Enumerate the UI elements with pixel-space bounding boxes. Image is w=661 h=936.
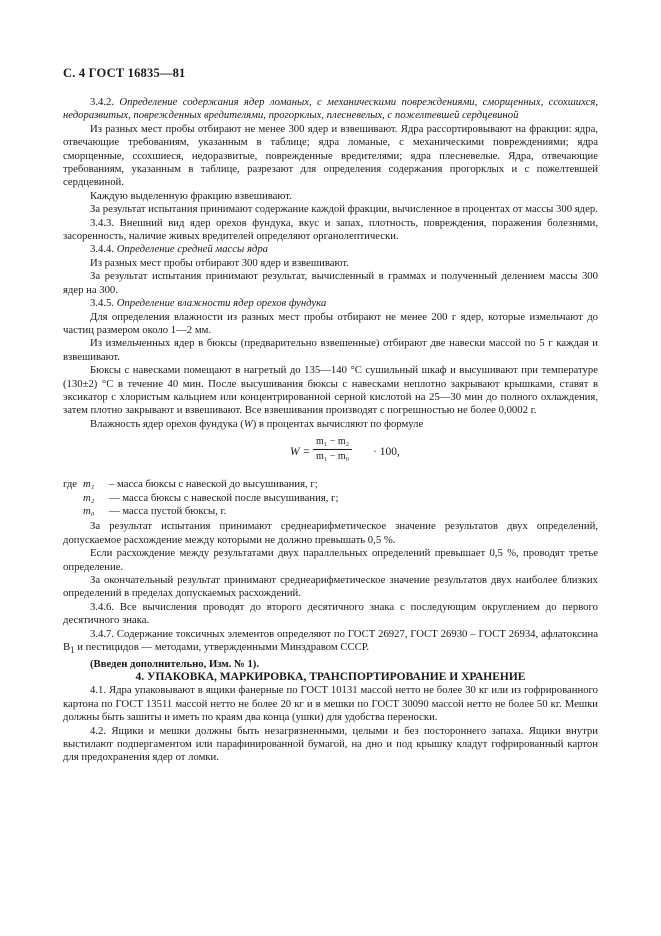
definition-row xyxy=(63,505,598,518)
paragraph xyxy=(63,418,598,431)
paragraph: Если расхождение между результатами двух параллельных определений превышает 0,5 %, проводят третье определение. xyxy=(63,547,598,573)
formula-numerator: m₁ − m₂ xyxy=(313,436,352,450)
formula-w: W xyxy=(290,446,300,459)
subscript: 1 xyxy=(70,645,75,656)
paragraph-3-4-2 xyxy=(63,96,598,123)
amendment-note: (Введен дополнительно, Изм. № 1). xyxy=(90,657,260,670)
text-span: 3.4.7. Содержание токсичных элементов определяют по ГОСТ 26927, ГОСТ 26930 – ГОСТ 26934, афлатоксина В xyxy=(63,627,598,654)
paragraph: За окончательный результат принимают среднеарифметическое значение результатов двух наиболее близких определений в пределах допускаемых расхождений. xyxy=(63,574,598,600)
formula-tail: · 100, xyxy=(373,446,400,459)
paragraph: За результат испытания принимают содержание каждой фракции, вычисленное в процентах от массы 300 ядер. xyxy=(90,203,598,216)
formula-definitions xyxy=(63,478,598,518)
paragraph-4-1: 4.1. Ядра упаковывают в ящики фанерные по ГОСТ 10131 массой нетто не более 30 кг или из гофрированного картона по ГОСТ 13511 массой нетто не более 20 кг и в мешки по ГОСТ 30090 массой нетто не более 50 кг. Мешки должны быть зашиты и иметь по краям два конца (ушки) для удобства переноски. xyxy=(63,684,598,724)
text-span: ) в процентах вычисляют по формуле xyxy=(252,417,424,430)
clause-number: 3.4.5. xyxy=(90,297,117,310)
section-heading: 4. УПАКОВКА, МАРКИРОВКА, ТРАНСПОРТИРОВАНИЕ И ХРАНЕНИЕ xyxy=(135,670,526,683)
paragraph: Для определения влажности из разных мест пробы отбирают не менее 200 г ядер, которые измельчают до частиц размером около 1—2 мм. xyxy=(63,310,598,336)
definition-symbol: m₁ xyxy=(83,478,95,491)
paragraph-4-2: 4.2. Ящики и мешки должны быть незагрязненными, целыми и без постороннего запаха. Ящики внутри выстилают подпергаментом или парафинированной бумагой, на дно и под крышку кладут гофрированный картон для предохранения ядер от ломки. xyxy=(63,724,598,764)
paragraph-3-4-5 xyxy=(63,297,598,310)
definition-text: — масса пустой бюксы, г. xyxy=(109,504,227,517)
text-span: и пестицидов — методами, утвержденными Минздравом СССР. xyxy=(74,641,370,654)
formula-fraction xyxy=(313,436,352,463)
paragraph-3-4-7 xyxy=(63,628,598,658)
clause-number: 3.4.2. xyxy=(90,96,120,108)
definition-text: — масса бюксы с навеской после высушивания, г; xyxy=(109,491,339,504)
moisture-formula xyxy=(63,436,598,474)
clause-title: Определение содержания ядер ломаных, с механическими повреждениями, сморщенных, ссохшихся, недоразвитых, поврежденных вредителями, прогорклых, плесневелых, с пожелтевшей сердцевиной xyxy=(63,96,598,122)
formula-equals: = xyxy=(299,446,311,459)
formula-denominator: m₁ − m₀ xyxy=(316,451,350,463)
definition-row xyxy=(63,478,598,491)
clause-title: Определение средней массы ядра xyxy=(116,243,269,256)
document-body xyxy=(63,96,598,765)
clause-title: Определение влажности ядер орехов фундука xyxy=(116,297,327,310)
formula-lhs xyxy=(290,446,310,459)
variable-w: W xyxy=(243,417,253,430)
text-span: Влажность ядер орехов фундука ( xyxy=(90,417,244,430)
paragraph: Из разных мест пробы отбирают 300 ядер и взвешивают. xyxy=(90,256,349,269)
definition-symbol: m₀ xyxy=(83,504,95,517)
paragraph: Из измельченных ядер в бюксы (предварительно взвешенные) отбирают две навески массой по 5 г каждая и взвешивают. xyxy=(63,337,598,363)
paragraph-3-4-3: 3.4.3. Внешний вид ядер орехов фундука, вкус и запах, плотность, повреждения, поражения болезнями, засоренность, наличие живых вредителей определяют органолептически. xyxy=(63,216,598,243)
definition-text: – масса бюксы с навеской до высушивания, г; xyxy=(109,478,318,491)
clause-number: 3.4.4. xyxy=(90,243,117,256)
definition-symbol: m₂ xyxy=(83,491,95,504)
paragraph-3-4-6: 3.4.6. Все вычисления проводят до второго десятичного знака с последующим округлением до первого десятичного знака. xyxy=(63,600,598,627)
definition-row xyxy=(63,492,598,505)
paragraph: Каждую выделенную фракцию взвешивают. xyxy=(90,189,292,202)
paragraph: За результат испытания принимают результат, вычисленный в граммах и полученный делением массы 300 ядер на 300. xyxy=(63,270,598,296)
paragraph: Из разных мест пробы отбирают не менее 300 ядер и взвешивают. Ядра рассортировывают на фракции: ядра, отвечающие требованиям, указанным в таблице; ядра ломаные, с механическими повреждениями; ядра сморщенные, ссохшиеся, недоразвитые, поврежденные вредителями; ядра плесневелые. Ядра, отвечающие требованиям, указанным в таблице, разрезают для определения содержания прогорклых и с пожелтевшей сердцевиной. xyxy=(63,122,598,189)
page-header: С. 4 ГОСТ 16835—81 xyxy=(63,66,186,80)
paragraph: За результат испытания принимают среднеарифметическое значение результатов двух определений, допускаемое расхождение между которыми не должно превышать 0,5 %. xyxy=(63,520,598,546)
definition-lead: где xyxy=(63,478,78,491)
paragraph-3-4-4 xyxy=(63,243,598,256)
paragraph: Бюксы с навесками помещают в нагретый до 135—140 °С сушильный шкаф и высушивают при температуре (130±2) °С в течение 40 мин. После высушивания бюксы с навесками неплотно закрывают крышками, ставят в эксикатор с хлористым кальцием или концентрированной серной кислотой на 25—30 мин до полного охлаждения, затем плотно закрывают и взвешивают. Все взвешивания производят с погрешностью не более 0,0002 г. xyxy=(63,364,598,417)
